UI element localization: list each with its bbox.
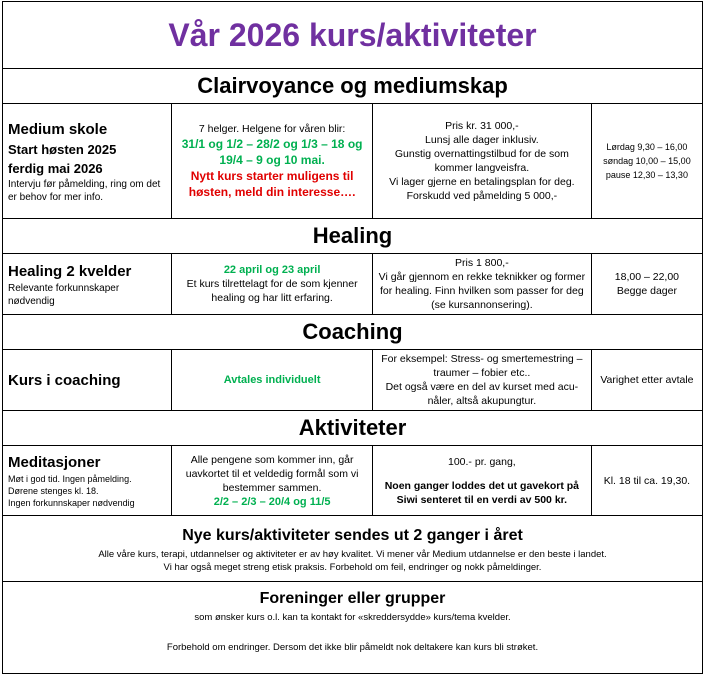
dates-list: Avtales individuelt [223, 374, 321, 386]
course-dates-medium [172, 104, 373, 219]
course-info-medium [3, 104, 172, 219]
page-title: Vår 2026 kurs/aktiviteter [3, 2, 703, 69]
course-price-healing [372, 254, 591, 315]
course-name: Healing 2 kvelder [8, 262, 132, 280]
time-line: 18,00 – 22,00 [614, 271, 680, 283]
course-start: Start høsten 2025 [8, 141, 117, 157]
footer-line: Forbehold om endringer. Dersom det ikke blir påmeldt nok deltakere kan kurs bli strøket. [166, 642, 539, 653]
course-time-meditasjoner [591, 446, 702, 516]
course-price-meditasjoner [372, 446, 591, 516]
dates-list: 2/2 – 2/3 – 20/4 og 11/5 [213, 495, 331, 508]
course-time-medium [591, 104, 702, 219]
dates-list: 31/1 og 1/2 – 28/2 og 1/3 – 18 og 19/4 – 9 og 10 mai. [181, 137, 363, 167]
course-dates-coaching [172, 350, 373, 411]
course-time-healing [591, 254, 702, 315]
price-line: Forskudd ved påmelding 5 000,- [406, 190, 558, 202]
footer-groups [3, 582, 703, 674]
course-time-coaching [591, 350, 702, 411]
dates-warning: Nytt kurs starter muligens til høsten, meld din interesse…. [188, 169, 356, 199]
time-line: Varighet etter avtale [600, 374, 694, 386]
dates-desc: Alle pengene som kommer inn, går uavkortet til et veldedig formål som vi bestemmer sammen. [185, 453, 359, 494]
course-dates-meditasjoner [172, 446, 373, 516]
dates-intro: 7 helger. Helgene for våren blir: [198, 123, 346, 135]
time-line: Lørdag 9,30 – 16,00 [606, 142, 688, 152]
course-note: Dørene stenges kl. 18. [8, 486, 99, 496]
price-line: Gunstig overnattingstilbud for de som kommer langveisfra. [394, 148, 569, 174]
course-info-meditasjoner [3, 446, 172, 516]
course-note: Ingen forkunnskaper nødvendig [8, 498, 135, 508]
dates-desc: Et kurs tilrettelagt for de som kjenner healing og har litt erfaring. [186, 278, 358, 304]
section-heading-coaching: Coaching [3, 315, 703, 350]
price-line: For eksempel: Stress- og smertemestring – traumer – fobier etc.. [381, 353, 583, 379]
price-line: Lunsj alle dager inklusiv. [425, 134, 539, 146]
time-line: Kl. 18 til ca. 19,30. [603, 474, 691, 487]
time-line: Begge dager [616, 285, 677, 297]
price-line: 100.- pr. gang, [448, 455, 516, 468]
course-name: Kurs i coaching [8, 371, 121, 389]
price-line: Pris kr. 31 000,- [445, 120, 519, 132]
price-line: Det også være en del av kurset med acu-nåler, altså akupungtur. [385, 381, 579, 407]
course-info-healing [3, 254, 172, 315]
course-note: Møt i god tid. Ingen påmelding. [8, 474, 132, 484]
course-name: Medium skole [8, 120, 108, 138]
price-bold: Noen ganger loddes det ut gavekort på Siwi senteret til en verdi av 500 kr. [384, 479, 579, 506]
time-line: søndag 10,00 – 15,00 [603, 156, 691, 166]
course-note: Intervju før påmelding, ring om det er behov for mer info. [8, 178, 161, 203]
footer-heading: Nye kurs/aktiviteter sendes ut 2 ganger i året [182, 527, 523, 544]
section-heading-aktiviteter: Aktiviteter [3, 411, 703, 446]
time-line: pause 12,30 – 13,30 [605, 170, 688, 180]
course-price-coaching [372, 350, 591, 411]
course-dates-healing [172, 254, 373, 315]
course-note: Relevante forkunnskaper nødvendig [8, 282, 120, 307]
course-price-medium [372, 104, 591, 219]
price-line: Vi lager gjerne en betalingsplan for deg. [389, 176, 575, 188]
footer-line: Vi har også meget streng etisk praksis. Forbehold om feil, endringer og nokk påmeldinger. [163, 562, 542, 573]
footer-line: som ønsker kurs o.l. kan ta kontakt for «skreddersydde» kurs/tema kvelder. [194, 612, 511, 623]
section-heading-clairvoyance: Clairvoyance og mediumskap [3, 69, 703, 104]
course-table [2, 1, 703, 674]
footer-line: Alle våre kurs, terapi, utdannelser og aktiviteter er av høy kvalitet. Vi mener vår Medium utdannelse er den beste i landet. [98, 549, 607, 560]
price-line: Pris 1 800,- [455, 257, 509, 269]
section-heading-healing: Healing [3, 219, 703, 254]
course-info-coaching [3, 350, 172, 411]
dates-list: 22 april og 23 april [223, 264, 321, 276]
price-line: Vi går gjennom en rekke teknikker og former for healing. Finn hvilken som passer for deg (se kursannonsering). [378, 271, 586, 311]
footer-heading: Foreninger eller grupper [259, 590, 446, 607]
footer-news [3, 516, 703, 582]
course-name: Meditasjoner [8, 454, 101, 471]
course-end: ferdig mai 2026 [8, 160, 103, 176]
